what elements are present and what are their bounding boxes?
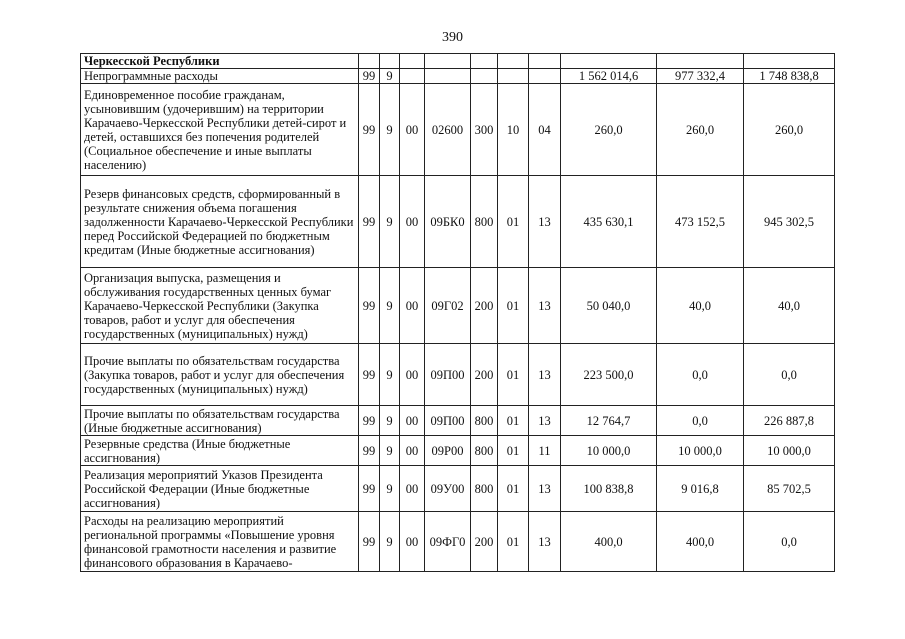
value-2: 977 332,4	[657, 69, 744, 84]
table-row	[81, 69, 835, 84]
code-3: 00	[400, 466, 425, 512]
row-name: Реализация мероприятий Указов Президента Российской Федерации (Иные бюджетные ассигнования)	[81, 466, 359, 512]
code-4	[425, 69, 471, 84]
code-3: 00	[400, 344, 425, 406]
code-4: 09Г02	[425, 268, 471, 344]
value-1: 435 630,1	[561, 176, 657, 268]
value-1: 223 500,0	[561, 344, 657, 406]
code-1: 99	[359, 344, 380, 406]
row-name: Организация выпуска, размещения и обслуживания государственных ценных бумаг Карачаево-Черкесской Республики (Закупка товаров, работ и услуг для обеспечения государственных (муниципальных) нужд)	[81, 268, 359, 344]
code-2: 9	[380, 466, 400, 512]
code-4: 09БК0	[425, 176, 471, 268]
row-name: Резервные средства (Иные бюджетные ассигнования)	[81, 436, 359, 466]
value-3: 226 887,8	[744, 406, 835, 436]
value-1: 50 040,0	[561, 268, 657, 344]
row-name: Единовременное пособие гражданам, усыновившим (удочерившим) на территории Карачаево-Черкесской Республики детей-сирот и детей, оставшихся без попечения родителей (Социальное обеспечение и иные выплаты населению)	[81, 84, 359, 176]
code-3: 00	[400, 436, 425, 466]
table-row	[81, 176, 835, 268]
code-5: 800	[471, 176, 498, 268]
code-6: 01	[498, 268, 529, 344]
value-1: 400,0	[561, 512, 657, 572]
value-3: 10 000,0	[744, 436, 835, 466]
code-4: 09П00	[425, 406, 471, 436]
table-row	[81, 512, 835, 572]
table-row	[81, 344, 835, 406]
code-6: 01	[498, 406, 529, 436]
code-2: 9	[380, 69, 400, 84]
value-3: 40,0	[744, 268, 835, 344]
code-1: 99	[359, 512, 380, 572]
value-2: 260,0	[657, 84, 744, 176]
value-2: 10 000,0	[657, 436, 744, 466]
code-2: 9	[380, 512, 400, 572]
table-row	[81, 436, 835, 466]
code-5: 200	[471, 512, 498, 572]
value-2: 473 152,5	[657, 176, 744, 268]
code-3: 00	[400, 512, 425, 572]
code-2: 9	[380, 268, 400, 344]
code-6: 01	[498, 344, 529, 406]
value-2: 400,0	[657, 512, 744, 572]
code-6: 01	[498, 176, 529, 268]
code-1: 99	[359, 69, 380, 84]
code-3: 00	[400, 84, 425, 176]
value-2: 40,0	[657, 268, 744, 344]
row-name: Непрограммные расходы	[81, 69, 359, 84]
row-name: Расходы на реализацию мероприятий региональной программы «Повышение уровня финансовой грамотности населения и развитие финансового образования в Карачаево-	[81, 512, 359, 572]
code-3	[400, 69, 425, 84]
table-row	[81, 268, 835, 344]
code-3: 00	[400, 176, 425, 268]
code-2: 9	[380, 436, 400, 466]
value-3: 945 302,5	[744, 176, 835, 268]
value-1: 10 000,0	[561, 436, 657, 466]
code-1: 99	[359, 84, 380, 176]
code-5	[471, 69, 498, 84]
code-6	[498, 69, 529, 84]
code-6: 10	[498, 84, 529, 176]
value-1: 1 562 014,6	[561, 69, 657, 84]
code-2: 9	[380, 176, 400, 268]
page-number: 390	[442, 30, 463, 45]
value-1: 100 838,8	[561, 466, 657, 512]
value-3: 260,0	[744, 84, 835, 176]
value-3: 0,0	[744, 344, 835, 406]
code-1: 99	[359, 176, 380, 268]
code-3: 00	[400, 406, 425, 436]
value-2: 0,0	[657, 344, 744, 406]
code-4: 09У00	[425, 466, 471, 512]
value-3: 85 702,5	[744, 466, 835, 512]
code-4: 02600	[425, 84, 471, 176]
code-7: 13	[529, 268, 561, 344]
row-name: Резерв финансовых средств, сформированный в результате снижения объема погашения задолженности Карачаево-Черкесской Республики перед Российской Федерацией по бюджетным кредитам (Иные бюджетные ассигнования)	[81, 176, 359, 268]
code-1: 99	[359, 436, 380, 466]
value-3: 0,0	[744, 512, 835, 572]
value-1: 260,0	[561, 84, 657, 176]
code-1: 99	[359, 268, 380, 344]
row-name: Черкесской Республики	[81, 54, 359, 69]
code-4: 09П00	[425, 344, 471, 406]
code-5: 200	[471, 344, 498, 406]
code-7: 13	[529, 466, 561, 512]
code-2: 9	[380, 406, 400, 436]
table-row	[81, 406, 835, 436]
code-5: 800	[471, 436, 498, 466]
code-7: 13	[529, 512, 561, 572]
code-2: 9	[380, 344, 400, 406]
code-5: 800	[471, 406, 498, 436]
value-2: 0,0	[657, 406, 744, 436]
budget-table	[80, 53, 835, 572]
value-2: 9 016,8	[657, 466, 744, 512]
value-1: 12 764,7	[561, 406, 657, 436]
code-4: 09ФГ0	[425, 512, 471, 572]
row-name: Прочие выплаты по обязательствам государства (Закупка товаров, работ и услуг для обеспечения государственных (муниципальных) нужд)	[81, 344, 359, 406]
code-7: 13	[529, 406, 561, 436]
value-3: 1 748 838,8	[744, 69, 835, 84]
code-7: 11	[529, 436, 561, 466]
code-4: 09Р00	[425, 436, 471, 466]
code-1: 99	[359, 406, 380, 436]
code-7: 04	[529, 84, 561, 176]
code-5: 200	[471, 268, 498, 344]
code-6: 01	[498, 436, 529, 466]
code-3: 00	[400, 268, 425, 344]
row-name: Прочие выплаты по обязательствам государства (Иные бюджетные ассигнования)	[81, 406, 359, 436]
code-7: 13	[529, 344, 561, 406]
code-5: 800	[471, 466, 498, 512]
table-row-header	[81, 54, 835, 69]
code-1: 99	[359, 466, 380, 512]
code-5: 300	[471, 84, 498, 176]
code-6: 01	[498, 466, 529, 512]
code-7: 13	[529, 176, 561, 268]
code-6: 01	[498, 512, 529, 572]
table-row	[81, 84, 835, 176]
table-row	[81, 466, 835, 512]
code-2: 9	[380, 84, 400, 176]
code-7	[529, 69, 561, 84]
